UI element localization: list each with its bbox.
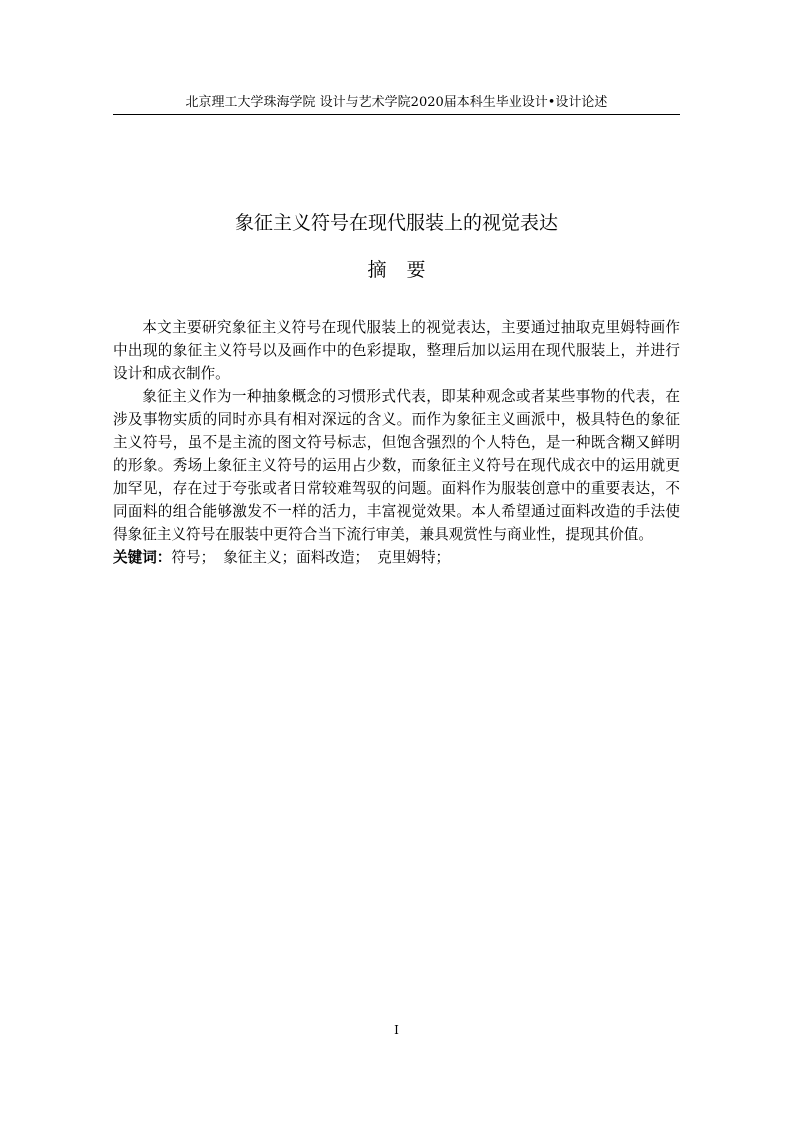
abstract-heading: 摘要 (367, 259, 446, 281)
keywords-line (113, 546, 680, 569)
thesis-title: 象征主义符号在现代服装上的视觉表达 (234, 212, 558, 234)
abstract-paragraph-2: 象征主义作为一种抽象概念的习惯形式代表，即某种观念或者某些事物的代表，在涉及事物实质的同时亦具有相对深远的含义。而作为象征主义画派中，极具特色的象征主义符号，虽不是主流的图文符号标志，但饱含强烈的个人特色，是一种既含糊又鲜明的形象。秀场上象征主义符号的运用占少数，而象征主义符号在现代成衣中的运用就更加罕见，存在过于夸张或者日常较难驾驭的问题。面料作为服装创意中的重要表达，不同面料的组合能够激发不一样的活力，丰富视觉效果。本人希望通过面料改造的手法使得象征主义符号在服装中更符合当下流行审美，兼具观赏性与商业性，提现其价值。 (113, 388, 680, 543)
header-rule (113, 114, 680, 115)
keyword-item: 克里姆特； (377, 549, 451, 566)
abstract-body (113, 316, 680, 569)
page-number: I (394, 1023, 399, 1037)
keyword-item: 象征主义； (223, 549, 297, 566)
running-header: 北京理工大学珠海学院 设计与艺术学院2020届本科生毕业设计•设计论述 (185, 95, 608, 110)
keyword-item: 面料改造； (296, 549, 370, 566)
abstract-paragraph-1: 本文主要研究象征主义符号在现代服装上的视觉表达，主要通过抽取克里姆特画作中出现的象征主义符号以及画作中的色彩提取，整理后加以运用在现代服装上，并进行设计和成衣制作。 (113, 319, 680, 382)
keyword-item: 符号； (171, 549, 216, 566)
keywords-label: 关键词： (113, 549, 172, 566)
